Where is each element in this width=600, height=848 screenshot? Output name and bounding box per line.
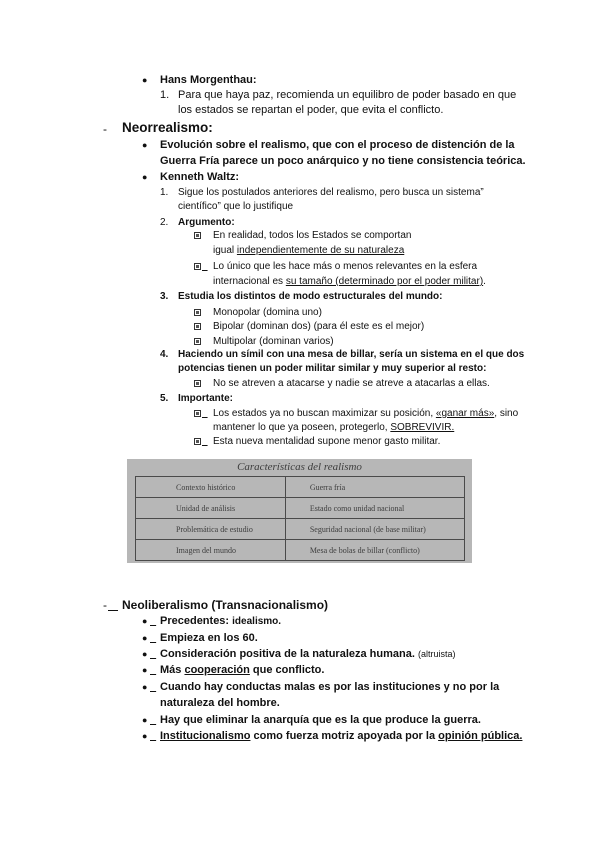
list-number: 4. [160, 349, 169, 360]
section-dash: - [103, 122, 107, 136]
text-run: Precedentes: [160, 615, 230, 627]
underline-gap [202, 260, 212, 274]
neorrealismo-bullet-1a: Evolución sobre el realismo, que con el proceso de distención de la [160, 139, 515, 151]
neoliberal-bullet-7 [160, 729, 522, 743]
morgenthau-text-1: Para que haya paz, recomienda un equilibro de poder basado en que [178, 89, 517, 101]
waltz-item-2: Argumento: [178, 217, 235, 228]
underline-gap [150, 713, 156, 727]
bullet-icon: ● [142, 75, 148, 85]
underline-gap [150, 614, 156, 628]
underline-gap [108, 598, 118, 612]
argument-b-1: Lo único que les hace más o menos relevantes en la esfera [213, 261, 478, 272]
argument-a-2 [213, 244, 404, 258]
checkbox-icon [194, 263, 201, 270]
underline-gap [150, 663, 156, 677]
text-run: . [483, 276, 486, 287]
checkbox-icon [194, 232, 201, 239]
bullet-icon: ● [142, 140, 148, 150]
table-cell: Imagen del mundo [136, 540, 286, 561]
morgenthau-title: Hans Morgenthau: [160, 74, 257, 86]
checkbox-icon [194, 438, 201, 445]
checkbox-icon [194, 380, 201, 387]
underline-gap [150, 631, 156, 645]
realism-table [135, 476, 465, 561]
table-cell: Problemática de estudio [136, 519, 286, 540]
text-run: (altruista) [417, 649, 456, 659]
underline-gap [150, 729, 156, 743]
morgenthau-text-2: los estados se repartan el poder, que evita el conflicto. [178, 104, 444, 116]
underlined-text: opinión pública. [438, 730, 523, 742]
important-b: Esta nueva mentalidad supone menor gasto militar. [213, 436, 441, 447]
photo-table-title: Características del realismo [237, 461, 362, 473]
bullet-icon: ● [142, 616, 148, 626]
waltz-item-4a: Haciendo un símil con una mesa de billar, sería un sistema en el que dos [178, 349, 525, 360]
table-cell: Seguridad nacional (de base militar) [285, 519, 464, 540]
neorrealismo-heading: Neorrealismo: [122, 120, 213, 135]
underline-gap [202, 407, 208, 421]
table-row [136, 519, 465, 540]
neoliberal-bullet-5a: Cuando hay conductas malas es por las instituciones y no por la [160, 681, 500, 693]
waltz-item-3: Estudia los distintos de modo estructurales del mundo: [178, 291, 443, 302]
important-a-1 [213, 407, 518, 421]
neoliberalismo-heading: Neoliberalismo (Transnacionalismo) [122, 598, 329, 612]
list-number: 3. [160, 291, 169, 302]
bullet-icon: ● [142, 665, 148, 675]
realism-table-photo [127, 459, 472, 563]
table-cell: Guerra fría [285, 477, 464, 498]
bullet-icon: ● [142, 649, 148, 659]
list-number: 5. [160, 393, 169, 404]
structure-bipolar: Bipolar (dominan dos) (para él este es el mejor) [213, 321, 425, 332]
billiard-note: No se atreven a atacarse y nadie se atreve a atacarlas a ellas. [213, 378, 490, 389]
waltz-item-5: Importante: [178, 393, 233, 404]
table-row [136, 477, 465, 498]
neoliberal-bullet-5b: naturaleza del hombre. [160, 697, 280, 709]
checkbox-icon [194, 410, 201, 417]
underlined-text: SOBREVIVIR. [390, 422, 455, 433]
neoliberal-bullet-1 [160, 614, 281, 629]
table-row [136, 498, 465, 519]
neoliberal-bullet-3 [160, 647, 455, 661]
argument-a-1: En realidad, todos los Estados se comportan [213, 230, 412, 241]
list-number: 1. [160, 89, 170, 101]
underline-gap [150, 647, 156, 661]
text-run: , sino [494, 408, 519, 419]
bullet-icon: ● [142, 633, 148, 643]
underlined-text: independientemente de su naturaleza [236, 245, 405, 256]
underlined-text: su tamaño (determinado por el poder militar) [285, 276, 484, 287]
bullet-icon: ● [142, 715, 148, 725]
checkbox-icon [194, 323, 201, 330]
underline-gap [202, 435, 208, 449]
table-cell: Estado como unidad nacional [285, 498, 464, 519]
neoliberal-bullet-4 [160, 663, 324, 677]
text-run: internacional es [213, 276, 286, 287]
checkbox-icon [194, 338, 201, 345]
bullet-icon: ● [142, 682, 148, 692]
neorrealismo-bullet-1b: Guerra Fría parece un poco anárquico y no tiene consistencia teórica. [160, 155, 526, 167]
underlined-text: «ganar más» [435, 408, 495, 419]
list-number: 1. [160, 187, 169, 198]
text-run: Consideración positiva de la naturaleza humana. [160, 648, 415, 660]
structure-multipolar: Multipolar (dominan varios) [213, 336, 334, 347]
bullet-icon: ● [142, 172, 148, 182]
table-cell: Mesa de bolas de billar (conflicto) [285, 540, 464, 561]
important-a-2 [213, 421, 454, 435]
text-run: igual [213, 245, 237, 256]
text-run: Los estados ya no buscan maximizar su posición, [213, 408, 436, 419]
underlined-text: Institucionalismo [160, 730, 251, 742]
waltz-item-4b: potencias tienen un poder militar similar y muy superior al resto: [178, 363, 487, 374]
section-dash: - [103, 598, 107, 612]
bullet-icon: ● [142, 731, 148, 741]
underline-gap [150, 680, 156, 694]
waltz-item-1b: científico” que lo justifique [178, 201, 294, 212]
table-cell: Contexto histórico [136, 477, 286, 498]
table-cell: Unidad de análisis [136, 498, 286, 519]
text-run: que conflicto. [249, 664, 325, 676]
neoliberal-bullet-2: Empieza en los 60. [160, 632, 258, 644]
table-row [136, 540, 465, 561]
text-run: idealismo. [232, 616, 282, 627]
text-run: Más [160, 664, 185, 676]
waltz-title: Kenneth Waltz: [160, 171, 240, 183]
structure-monopolar: Monopolar (domina uno) [213, 307, 322, 318]
text-run: mantener lo que ya poseen, protegerlo, [213, 422, 391, 433]
underlined-text: cooperación [184, 664, 250, 676]
text-run: como fuerza motriz apoyada por la [250, 730, 439, 742]
neoliberal-bullet-6: Hay que eliminar la anarquía que es la que produce la guerra. [160, 714, 481, 726]
list-number: 2. [160, 217, 169, 228]
checkbox-icon [194, 309, 201, 316]
argument-b-2 [213, 275, 486, 289]
waltz-item-1a: Sigue los postulados anteriores del realismo, pero busca un sistema” [178, 187, 484, 198]
